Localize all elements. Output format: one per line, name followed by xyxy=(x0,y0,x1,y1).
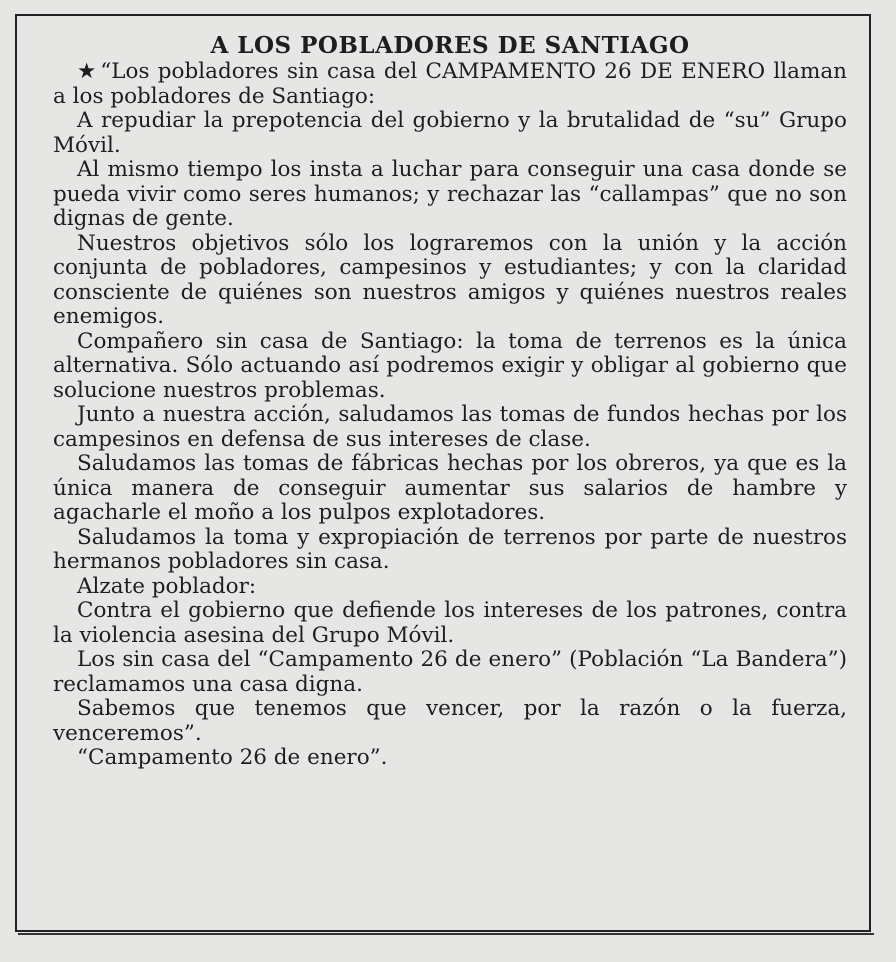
article-title: A LOS POBLADORES DE SANTIAGO xyxy=(210,32,690,59)
frame-bottom-rule xyxy=(18,933,874,935)
paragraph-5: Compañero sin casa de Santiago: la toma de terrenos es la única alternativa. Sólo actuando así podremos exigir y obligar al gobierno que solucione nuestros problemas. xyxy=(53,328,847,403)
paragraph-1-text: “Los pobladores sin casa del CAMPAMENTO 26 DE ENERO llaman a los pobladores de Santiago: xyxy=(53,59,847,109)
paragraph-10: Contra el gobierno que defiende los intereses de los patrones, contra la violencia asesina del Grupo Móvil. xyxy=(53,598,847,648)
paragraph-3: Al mismo tiempo los insta a luchar para conseguir una casa donde se pueda vivir como seres humanos; y rechazar las “callampas” que no son dignas de gente. xyxy=(53,157,847,231)
paragraph-8: Saludamos la toma y expropiación de terrenos por parte de nuestros hermanos pobladores sin casa. xyxy=(53,524,847,574)
star-icon: ★ xyxy=(77,59,97,84)
paragraph-12: Sabemos que tenemos que vencer, por la razón o la fuerza, venceremos”. xyxy=(53,696,847,746)
signature: “Campamento 26 de enero”. xyxy=(77,745,388,770)
paragraph-11: Los sin casa del “Campamento 26 de enero” (Población “La Bandera”) reclamamos una casa digna. xyxy=(53,647,847,697)
paragraph-1 xyxy=(53,60,847,109)
paragraph-2: A repudiar la prepotencia del gobierno y la brutalidad de “su” Grupo Móvil. xyxy=(53,108,847,158)
article-frame xyxy=(15,14,871,932)
paragraph-9: Alzate poblador: xyxy=(77,573,257,599)
paragraph-4: Nuestros objetivos sólo los lograremos con la unión y la acción conjunta de pobladores, campesinos y estudiantes; y con la claridad consciente de quiénes son nuestros amigos y quiénes nuestros reales enemigos. xyxy=(53,230,847,329)
paragraph-7: Saludamos las tomas de fábricas hechas por los obreros, ya que es la única manera de conseguir aumentar sus salarios de hambre y agacharle el moño a los pulpos explotadores. xyxy=(53,451,847,525)
paragraph-6: Junto a nuestra acción, saludamos las tomas de fundos hechas por los campesinos en defensa de sus intereses de clase. xyxy=(53,402,847,452)
